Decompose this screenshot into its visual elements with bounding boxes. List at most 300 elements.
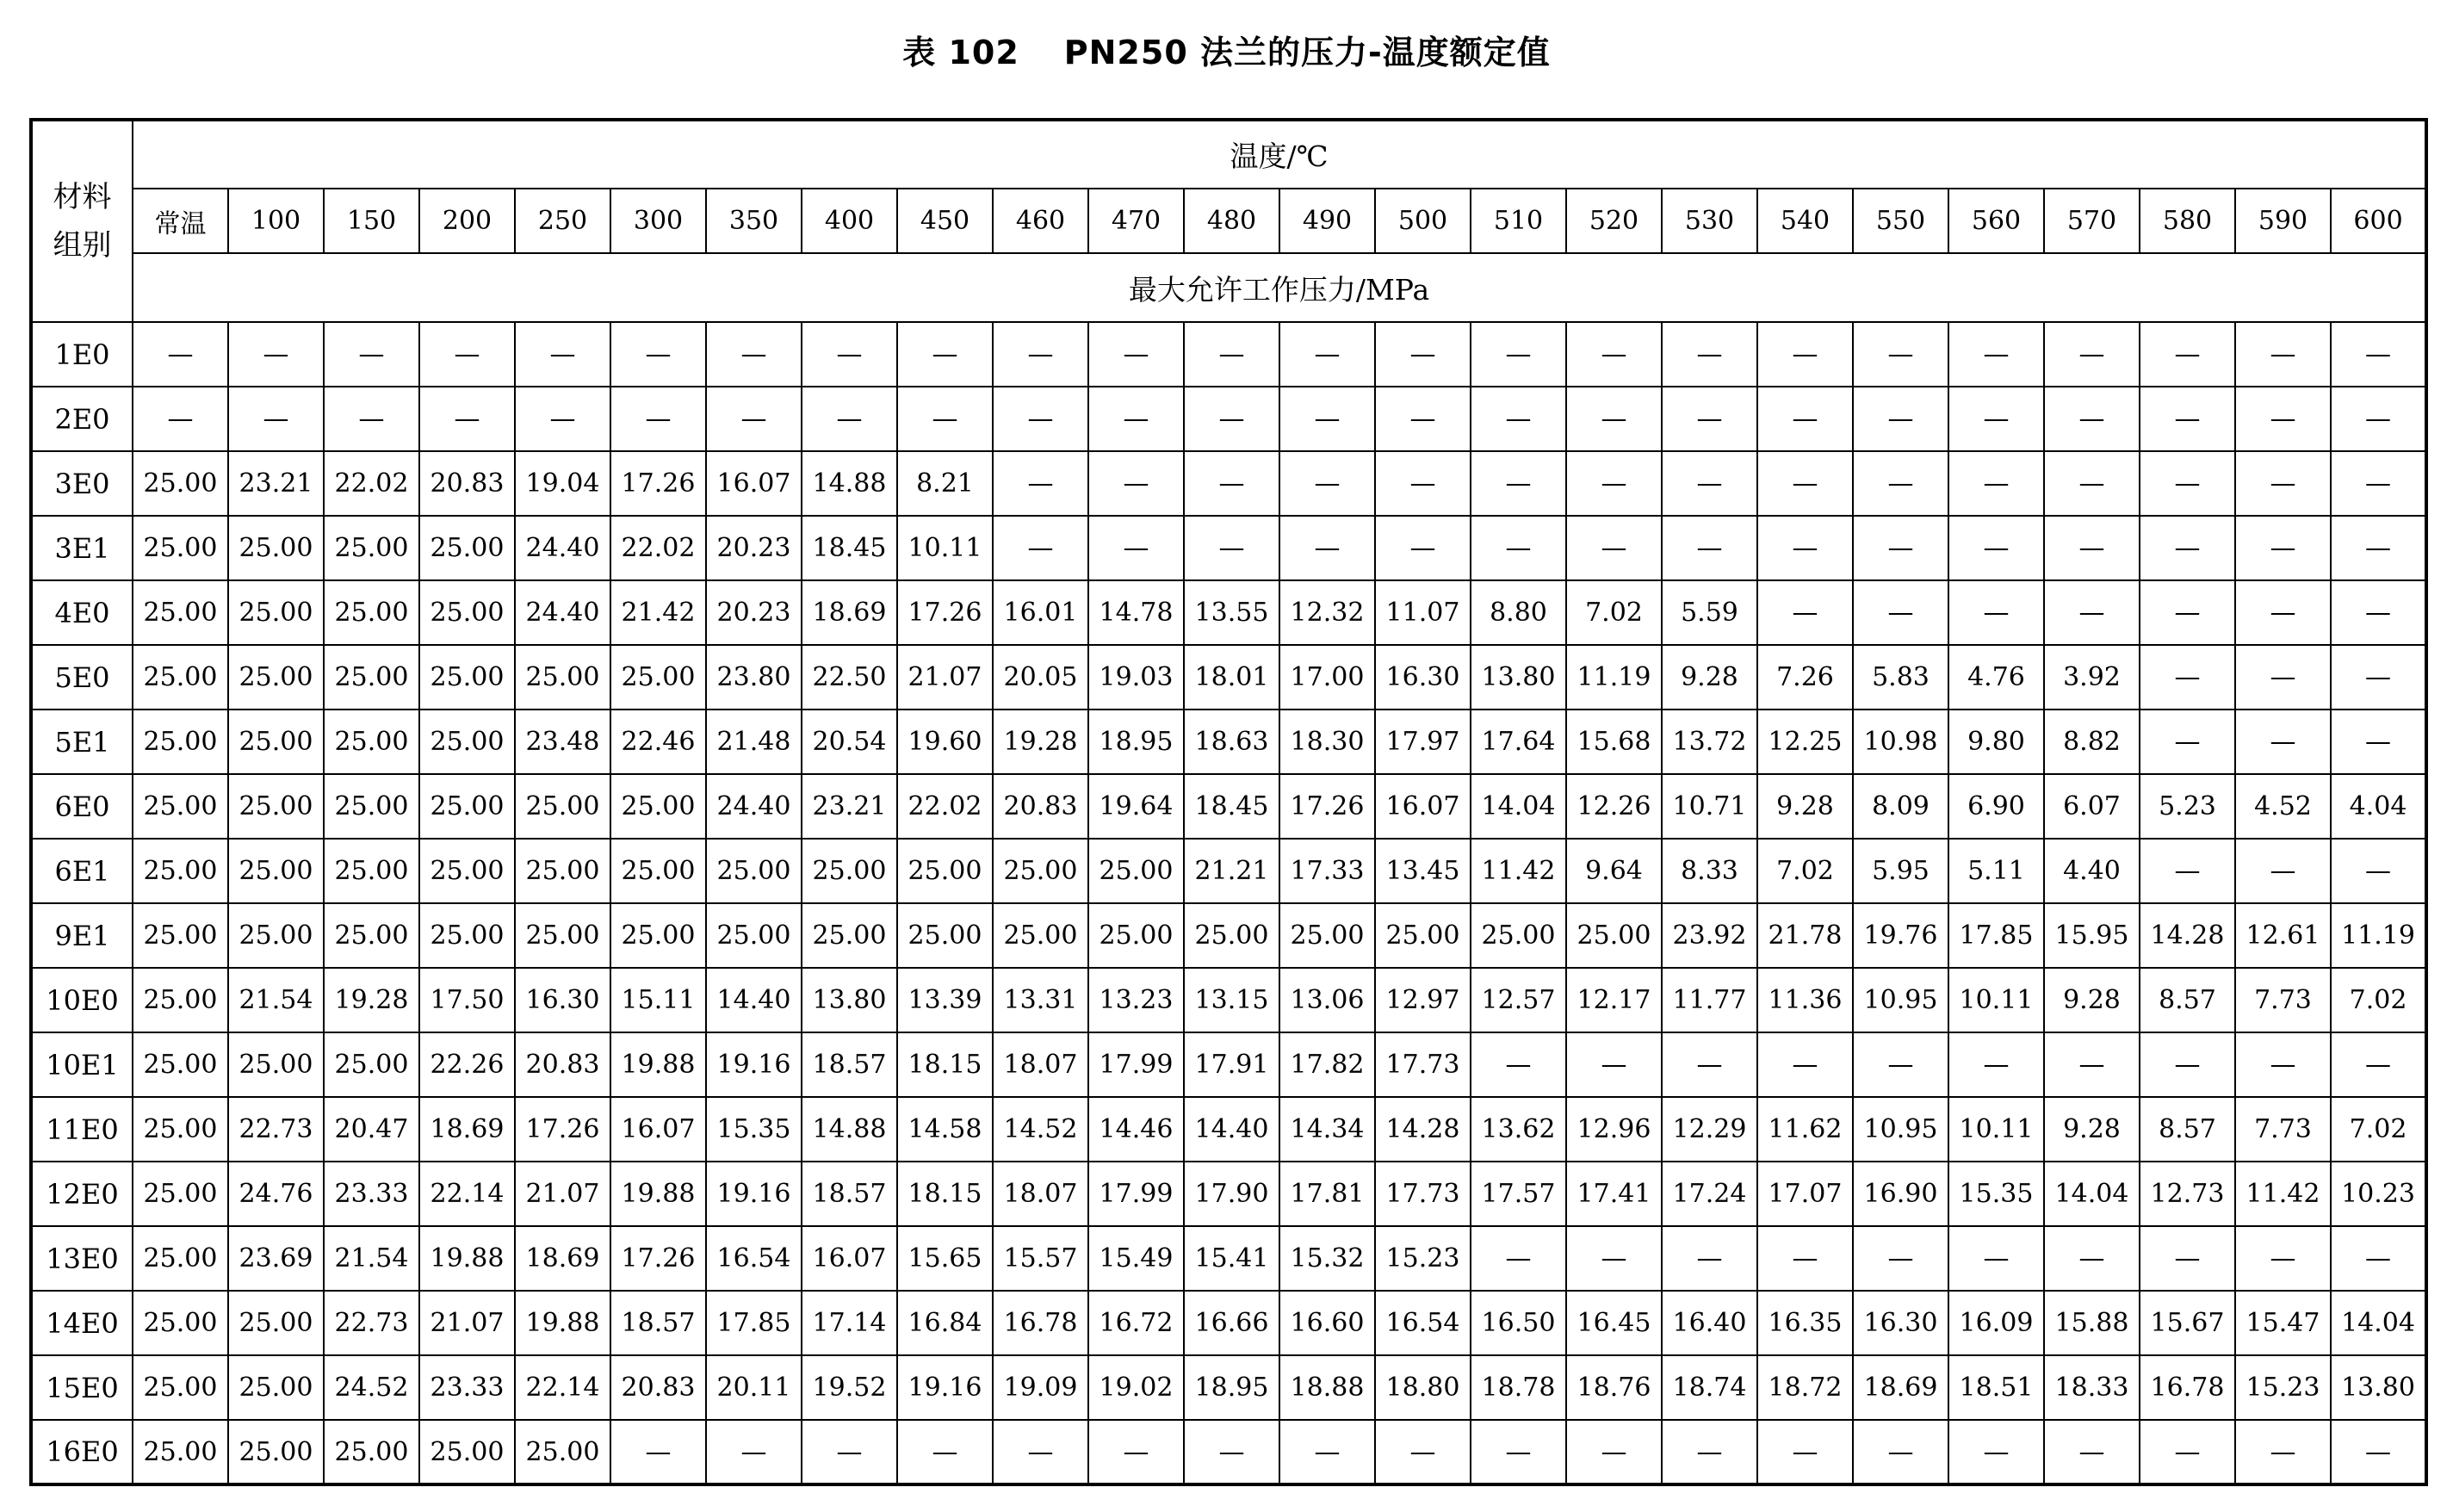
pressure-value-cell: 25.00 — [419, 710, 515, 774]
table-title-text: PN250 法兰的压力-温度额定值 — [1063, 34, 1551, 71]
pressure-value-cell: 17.07 — [1757, 1162, 1853, 1226]
pressure-value-cell: 7.02 — [2331, 1097, 2426, 1162]
pressure-value-cell: 20.23 — [706, 580, 802, 645]
pressure-value-cell: — — [2044, 580, 2140, 645]
pressure-value-cell: 18.07 — [993, 1032, 1088, 1097]
temperature-column-header: 570 — [2044, 189, 2140, 253]
pressure-value-cell: — — [1757, 1420, 1853, 1484]
pressure-value-cell: 16.50 — [1471, 1291, 1566, 1355]
pressure-value-cell: — — [2140, 1420, 2235, 1484]
pressure-value-cell: 18.15 — [897, 1032, 993, 1097]
pressure-value-cell: 15.11 — [610, 968, 706, 1032]
pressure-value-cell: — — [897, 1420, 993, 1484]
pressure-value-cell: 16.90 — [1853, 1162, 1948, 1226]
pressure-value-cell: 13.06 — [1279, 968, 1375, 1032]
temperature-column-header: 600 — [2331, 189, 2426, 253]
pressure-value-cell: 18.63 — [1184, 710, 1279, 774]
pressure-value-cell: 12.96 — [1566, 1097, 1662, 1162]
pressure-value-cell: 25.00 — [419, 1420, 515, 1484]
pressure-value-cell: 25.00 — [515, 645, 610, 710]
pressure-value-cell: — — [802, 1420, 897, 1484]
pressure-value-cell: 10.98 — [1853, 710, 1948, 774]
pressure-value-cell: 23.21 — [228, 451, 324, 516]
pressure-value-cell: 25.00 — [1566, 903, 1662, 968]
material-group-cell: 2E0 — [31, 387, 133, 451]
pressure-value-cell: 25.00 — [610, 903, 706, 968]
pressure-value-cell: 24.40 — [706, 774, 802, 839]
pressure-value-cell: — — [1279, 516, 1375, 580]
pressure-value-cell: 16.54 — [706, 1226, 802, 1291]
pressure-value-cell: — — [1948, 451, 2044, 516]
pressure-value-cell: 22.14 — [419, 1162, 515, 1226]
pressure-value-cell: — — [1948, 1032, 2044, 1097]
pressure-value-cell: 12.61 — [2235, 903, 2331, 968]
pressure-value-cell: — — [2235, 516, 2331, 580]
pressure-value-cell: 10.11 — [1948, 1097, 2044, 1162]
pressure-value-cell: 22.46 — [610, 710, 706, 774]
pressure-value-cell: 17.26 — [610, 451, 706, 516]
pressure-value-cell: 25.00 — [802, 903, 897, 968]
pressure-value-cell: 10.23 — [2331, 1162, 2426, 1226]
pressure-value-cell: 4.40 — [2044, 839, 2140, 903]
pressure-value-cell: 7.73 — [2235, 1097, 2331, 1162]
pressure-value-cell: — — [1948, 1226, 2044, 1291]
pressure-value-cell: 20.83 — [610, 1355, 706, 1420]
pressure-value-cell: 3.92 — [2044, 645, 2140, 710]
pressure-value-cell: 8.09 — [1853, 774, 1948, 839]
pressure-value-cell: 9.28 — [2044, 968, 2140, 1032]
pressure-value-cell: — — [2044, 516, 2140, 580]
pressure-value-cell: 25.00 — [324, 710, 419, 774]
pressure-value-cell: 5.83 — [1853, 645, 1948, 710]
pressure-value-cell: — — [610, 387, 706, 451]
pressure-value-cell: — — [2235, 1226, 2331, 1291]
table-row — [31, 322, 2426, 387]
material-group-cell: 15E0 — [31, 1355, 133, 1420]
pressure-value-cell: 25.00 — [228, 839, 324, 903]
pressure-value-cell: 25.00 — [324, 903, 419, 968]
pressure-value-cell: — — [2044, 322, 2140, 387]
pressure-value-cell: 13.80 — [2331, 1355, 2426, 1420]
pressure-value-cell: — — [1853, 451, 1948, 516]
pressure-value-cell: 15.49 — [1088, 1226, 1184, 1291]
pressure-value-cell: 15.57 — [993, 1226, 1088, 1291]
pressure-value-cell: 25.00 — [228, 1032, 324, 1097]
pressure-value-cell: 15.23 — [2235, 1355, 2331, 1420]
pressure-value-cell: 25.00 — [515, 774, 610, 839]
pressure-value-cell: 19.04 — [515, 451, 610, 516]
pressure-value-cell: — — [2140, 710, 2235, 774]
pressure-value-cell: 25.00 — [228, 1355, 324, 1420]
pressure-value-cell: 25.00 — [133, 645, 228, 710]
pressure-value-cell: — — [515, 322, 610, 387]
pressure-value-cell: — — [324, 322, 419, 387]
pressure-value-cell: 12.29 — [1662, 1097, 1757, 1162]
pressure-value-cell: 22.14 — [515, 1355, 610, 1420]
pressure-value-cell: 20.11 — [706, 1355, 802, 1420]
pressure-value-cell: 16.78 — [2140, 1355, 2235, 1420]
pressure-value-cell: 17.26 — [515, 1097, 610, 1162]
pressure-value-cell: — — [993, 387, 1088, 451]
pressure-value-cell: 25.00 — [228, 903, 324, 968]
pressure-value-cell: 17.91 — [1184, 1032, 1279, 1097]
pressure-value-cell: — — [2140, 451, 2235, 516]
pressure-value-cell: 16.07 — [706, 451, 802, 516]
material-group-cell: 16E0 — [31, 1420, 133, 1484]
temperature-column-header: 590 — [2235, 189, 2331, 253]
pressure-value-cell: — — [1375, 322, 1471, 387]
pressure-value-cell: 21.42 — [610, 580, 706, 645]
pressure-value-cell: 25.00 — [133, 1420, 228, 1484]
pressure-value-cell: 23.69 — [228, 1226, 324, 1291]
pressure-value-cell: 18.74 — [1662, 1355, 1757, 1420]
pressure-value-cell: 11.42 — [2235, 1162, 2331, 1226]
pressure-value-cell: 17.99 — [1088, 1032, 1184, 1097]
pressure-value-cell: — — [2331, 839, 2426, 903]
pressure-value-cell: 22.02 — [324, 451, 419, 516]
pressure-value-cell: 18.57 — [802, 1032, 897, 1097]
pressure-value-cell: 12.17 — [1566, 968, 1662, 1032]
material-group-cell: 14E0 — [31, 1291, 133, 1355]
pressure-value-cell: 10.71 — [1662, 774, 1757, 839]
pressure-value-cell: 20.05 — [993, 645, 1088, 710]
pressure-value-cell: 19.88 — [610, 1162, 706, 1226]
pressure-value-cell: 20.54 — [802, 710, 897, 774]
table-row — [31, 1355, 2426, 1420]
pressure-value-cell: 16.78 — [993, 1291, 1088, 1355]
pressure-value-cell: 19.28 — [993, 710, 1088, 774]
pressure-value-cell: — — [1853, 580, 1948, 645]
pressure-value-cell: — — [2331, 451, 2426, 516]
temperature-column-header: 540 — [1757, 189, 1853, 253]
pressure-value-cell: — — [2331, 645, 2426, 710]
pressure-value-cell: — — [1948, 322, 2044, 387]
pressure-value-cell: 22.26 — [419, 1032, 515, 1097]
pressure-value-cell: — — [802, 322, 897, 387]
table-row — [31, 710, 2426, 774]
pressure-value-cell: 25.00 — [133, 1355, 228, 1420]
pressure-value-cell: — — [610, 322, 706, 387]
pressure-value-cell: — — [1662, 1420, 1757, 1484]
pressure-value-cell: 15.47 — [2235, 1291, 2331, 1355]
pressure-value-cell: — — [2140, 839, 2235, 903]
pressure-value-cell: 25.00 — [1279, 903, 1375, 968]
material-group-header — [31, 120, 133, 322]
pressure-value-cell: 4.76 — [1948, 645, 2044, 710]
pressure-value-cell: — — [133, 387, 228, 451]
table-row — [31, 774, 2426, 839]
pressure-value-cell: 19.88 — [515, 1291, 610, 1355]
pressure-value-cell: — — [1471, 1226, 1566, 1291]
pressure-value-cell: 16.66 — [1184, 1291, 1279, 1355]
pressure-value-cell: 20.23 — [706, 516, 802, 580]
pressure-value-cell: 25.00 — [706, 839, 802, 903]
pressure-value-cell: 25.00 — [228, 1291, 324, 1355]
pressure-value-cell: — — [1088, 1420, 1184, 1484]
pressure-value-cell: 25.00 — [324, 580, 419, 645]
pressure-value-cell: 25.00 — [133, 1032, 228, 1097]
pressure-value-cell: 4.52 — [2235, 774, 2331, 839]
pressure-value-cell: 25.00 — [515, 903, 610, 968]
pressure-value-cell: 5.11 — [1948, 839, 2044, 903]
pressure-value-cell: 19.16 — [706, 1162, 802, 1226]
material-group-cell: 3E0 — [31, 451, 133, 516]
pressure-value-cell: 25.00 — [993, 839, 1088, 903]
material-group-cell: 5E0 — [31, 645, 133, 710]
pressure-value-cell: — — [2235, 1420, 2331, 1484]
pressure-value-cell: 20.83 — [993, 774, 1088, 839]
pressure-value-cell: 8.57 — [2140, 968, 2235, 1032]
pressure-value-cell: 15.41 — [1184, 1226, 1279, 1291]
pressure-value-cell: — — [1566, 1032, 1662, 1097]
pressure-value-cell: — — [2044, 1420, 2140, 1484]
pressure-value-cell: 8.21 — [897, 451, 993, 516]
pressure-value-cell: — — [1853, 387, 1948, 451]
pressure-value-cell: 25.00 — [1375, 903, 1471, 968]
temperature-column-header: 560 — [1948, 189, 2044, 253]
pressure-value-cell: 19.64 — [1088, 774, 1184, 839]
temperature-column-header: 480 — [1184, 189, 1279, 253]
pressure-value-cell: 25.00 — [133, 451, 228, 516]
pressure-value-cell: 12.57 — [1471, 968, 1566, 1032]
pressure-value-cell: — — [2140, 322, 2235, 387]
pressure-value-cell: 25.00 — [419, 903, 515, 968]
pressure-value-cell: 15.32 — [1279, 1226, 1375, 1291]
pressure-value-cell: 25.00 — [228, 1420, 324, 1484]
pressure-value-cell: 12.32 — [1279, 580, 1375, 645]
pressure-value-cell: 19.02 — [1088, 1355, 1184, 1420]
pressure-value-cell: 25.00 — [324, 516, 419, 580]
pressure-value-cell: 25.00 — [897, 903, 993, 968]
pressure-value-cell: 25.00 — [419, 645, 515, 710]
pressure-value-cell: 25.00 — [515, 1420, 610, 1484]
pressure-value-cell: 14.04 — [2044, 1162, 2140, 1226]
pressure-value-cell: 7.02 — [1566, 580, 1662, 645]
temperature-column-header: 500 — [1375, 189, 1471, 253]
pressure-value-cell: 17.26 — [610, 1226, 706, 1291]
table-title — [0, 26, 2453, 73]
pressure-value-cell: 14.28 — [2140, 903, 2235, 968]
pressure-value-cell: 13.23 — [1088, 968, 1184, 1032]
material-group-cell: 6E1 — [31, 839, 133, 903]
pressure-value-cell: 16.09 — [1948, 1291, 2044, 1355]
pressure-value-cell: 18.30 — [1279, 710, 1375, 774]
pressure-value-cell: — — [1757, 387, 1853, 451]
pressure-value-cell: — — [2331, 322, 2426, 387]
pressure-value-cell: — — [1948, 516, 2044, 580]
pressure-value-cell: 9.28 — [1757, 774, 1853, 839]
pressure-value-cell: 18.76 — [1566, 1355, 1662, 1420]
pressure-value-cell: 25.00 — [324, 645, 419, 710]
pressure-value-cell: — — [2044, 387, 2140, 451]
temperature-column-header: 510 — [1471, 189, 1566, 253]
pressure-value-cell: — — [1566, 1420, 1662, 1484]
pressure-header: 最大允许工作压力/MPa — [133, 253, 2426, 322]
pressure-value-cell: — — [1375, 1420, 1471, 1484]
pressure-value-cell: 23.33 — [324, 1162, 419, 1226]
pressure-value-cell: — — [419, 387, 515, 451]
pressure-value-cell: 14.52 — [993, 1097, 1088, 1162]
pressure-value-cell: — — [993, 516, 1088, 580]
pressure-value-cell: 21.07 — [419, 1291, 515, 1355]
pressure-value-cell: 25.00 — [610, 645, 706, 710]
pressure-value-cell: 25.00 — [897, 839, 993, 903]
material-group-cell: 6E0 — [31, 774, 133, 839]
pressure-value-cell: 24.76 — [228, 1162, 324, 1226]
pressure-value-cell: 10.11 — [1948, 968, 2044, 1032]
table-row — [31, 839, 2426, 903]
pressure-value-cell: 6.90 — [1948, 774, 2044, 839]
pressure-value-cell: 23.48 — [515, 710, 610, 774]
pressure-value-cell: — — [1757, 1032, 1853, 1097]
pressure-value-cell: 25.00 — [228, 645, 324, 710]
table-row — [31, 968, 2426, 1032]
pressure-value-cell: 10.95 — [1853, 1097, 1948, 1162]
pressure-value-cell: — — [1566, 451, 1662, 516]
pressure-value-cell: — — [1853, 322, 1948, 387]
pressure-value-cell: 17.73 — [1375, 1032, 1471, 1097]
pressure-value-cell: 18.88 — [1279, 1355, 1375, 1420]
pressure-value-cell: 19.88 — [610, 1032, 706, 1097]
pressure-value-cell: 9.28 — [1662, 645, 1757, 710]
temperature-header: 温度/℃ — [133, 120, 2426, 189]
pressure-value-cell: — — [1184, 387, 1279, 451]
temperature-column-header: 490 — [1279, 189, 1375, 253]
pressure-value-cell: — — [419, 322, 515, 387]
pressure-value-cell: — — [2140, 516, 2235, 580]
material-group-cell: 10E1 — [31, 1032, 133, 1097]
pressure-value-cell: 22.73 — [228, 1097, 324, 1162]
pressure-value-cell: 25.00 — [1471, 903, 1566, 968]
pressure-value-cell: 14.40 — [706, 968, 802, 1032]
pressure-value-cell: 17.50 — [419, 968, 515, 1032]
pressure-value-cell: 25.00 — [1088, 903, 1184, 968]
pressure-value-cell: 5.95 — [1853, 839, 1948, 903]
pressure-value-cell: — — [1566, 322, 1662, 387]
pressure-value-cell: — — [1662, 1226, 1757, 1291]
pressure-value-cell: 19.76 — [1853, 903, 1948, 968]
pressure-value-cell: 17.24 — [1662, 1162, 1757, 1226]
pressure-value-cell: 16.84 — [897, 1291, 993, 1355]
pressure-value-cell: 25.00 — [133, 710, 228, 774]
pressure-value-cell: 10.11 — [897, 516, 993, 580]
pressure-value-cell: 7.73 — [2235, 968, 2331, 1032]
pressure-value-cell: 18.78 — [1471, 1355, 1566, 1420]
pressure-value-cell: — — [1757, 451, 1853, 516]
material-group-cell: 9E1 — [31, 903, 133, 968]
pressure-value-cell: 13.80 — [802, 968, 897, 1032]
pressure-value-cell: 12.25 — [1757, 710, 1853, 774]
material-group-cell: 3E1 — [31, 516, 133, 580]
pressure-value-cell: 17.99 — [1088, 1162, 1184, 1226]
material-group-cell: 5E1 — [31, 710, 133, 774]
pressure-value-cell: — — [1948, 1420, 2044, 1484]
pressure-value-cell: 16.07 — [610, 1097, 706, 1162]
pressure-value-cell: 21.07 — [515, 1162, 610, 1226]
pressure-value-cell: 21.54 — [324, 1226, 419, 1291]
temperature-column-header: 470 — [1088, 189, 1184, 253]
pressure-value-cell: 14.34 — [1279, 1097, 1375, 1162]
pressure-value-cell: 25.00 — [1088, 839, 1184, 903]
table-row — [31, 516, 2426, 580]
pressure-value-cell: — — [228, 387, 324, 451]
pressure-value-cell: 18.69 — [419, 1097, 515, 1162]
pressure-value-cell: 8.82 — [2044, 710, 2140, 774]
temperature-column-header: 150 — [324, 189, 419, 253]
material-group-cell: 1E0 — [31, 322, 133, 387]
pressure-value-cell: 17.85 — [1948, 903, 2044, 968]
temperature-column-header: 550 — [1853, 189, 1948, 253]
pressure-value-cell: 14.28 — [1375, 1097, 1471, 1162]
pressure-value-cell: 16.35 — [1757, 1291, 1853, 1355]
pressure-value-cell: 14.88 — [802, 1097, 897, 1162]
temperature-column-header: 460 — [993, 189, 1088, 253]
pressure-value-cell: 11.42 — [1471, 839, 1566, 903]
pressure-value-cell: 17.41 — [1566, 1162, 1662, 1226]
pressure-value-cell: — — [610, 1420, 706, 1484]
pressure-value-cell: 17.90 — [1184, 1162, 1279, 1226]
pressure-value-cell: — — [2331, 1226, 2426, 1291]
material-group-cell: 11E0 — [31, 1097, 133, 1162]
pressure-value-cell: 15.67 — [2140, 1291, 2235, 1355]
pressure-value-cell: — — [515, 387, 610, 451]
pressure-value-cell: 18.95 — [1184, 1355, 1279, 1420]
pressure-value-cell: 15.23 — [1375, 1226, 1471, 1291]
pressure-value-cell: 9.64 — [1566, 839, 1662, 903]
pressure-value-cell: 23.21 — [802, 774, 897, 839]
pressure-value-cell: 16.54 — [1375, 1291, 1471, 1355]
pressure-value-cell: — — [2331, 516, 2426, 580]
pressure-value-cell: — — [1088, 516, 1184, 580]
pressure-value-cell: 13.39 — [897, 968, 993, 1032]
pressure-value-cell: 25.00 — [133, 1291, 228, 1355]
pressure-value-cell: 11.77 — [1662, 968, 1757, 1032]
pressure-value-cell: — — [1184, 451, 1279, 516]
pressure-value-cell: 21.78 — [1757, 903, 1853, 968]
temperature-column-header: 250 — [515, 189, 610, 253]
temperature-column-header: 530 — [1662, 189, 1757, 253]
material-group-cell: 12E0 — [31, 1162, 133, 1226]
pressure-value-cell: — — [2044, 1226, 2140, 1291]
pressure-value-cell: — — [1088, 322, 1184, 387]
pressure-value-cell: 18.69 — [1853, 1355, 1948, 1420]
pressure-value-cell: — — [2235, 451, 2331, 516]
pressure-value-cell: — — [1471, 516, 1566, 580]
pressure-value-cell: — — [1662, 451, 1757, 516]
temperature-column-header: 350 — [706, 189, 802, 253]
pressure-value-cell: — — [2235, 710, 2331, 774]
pressure-value-cell: 19.16 — [706, 1032, 802, 1097]
pressure-value-cell: 25.00 — [133, 903, 228, 968]
pressure-value-cell: 18.57 — [610, 1291, 706, 1355]
table-row — [31, 1097, 2426, 1162]
pressure-value-cell: — — [1279, 322, 1375, 387]
pressure-value-cell: 9.80 — [1948, 710, 2044, 774]
pressure-value-cell: 20.47 — [324, 1097, 419, 1162]
pressure-value-cell: 24.40 — [515, 580, 610, 645]
pressure-value-cell: 25.00 — [228, 516, 324, 580]
pressure-value-cell: — — [1184, 1420, 1279, 1484]
pressure-value-cell: 23.80 — [706, 645, 802, 710]
pressure-value-cell: 25.00 — [133, 1097, 228, 1162]
pressure-value-cell: 25.00 — [133, 516, 228, 580]
pressure-value-cell: — — [2140, 387, 2235, 451]
pressure-value-cell: 25.00 — [228, 774, 324, 839]
pressure-value-cell: 13.15 — [1184, 968, 1279, 1032]
pressure-value-cell: 7.02 — [1757, 839, 1853, 903]
pressure-value-cell: 13.45 — [1375, 839, 1471, 903]
pressure-value-cell: 17.64 — [1471, 710, 1566, 774]
